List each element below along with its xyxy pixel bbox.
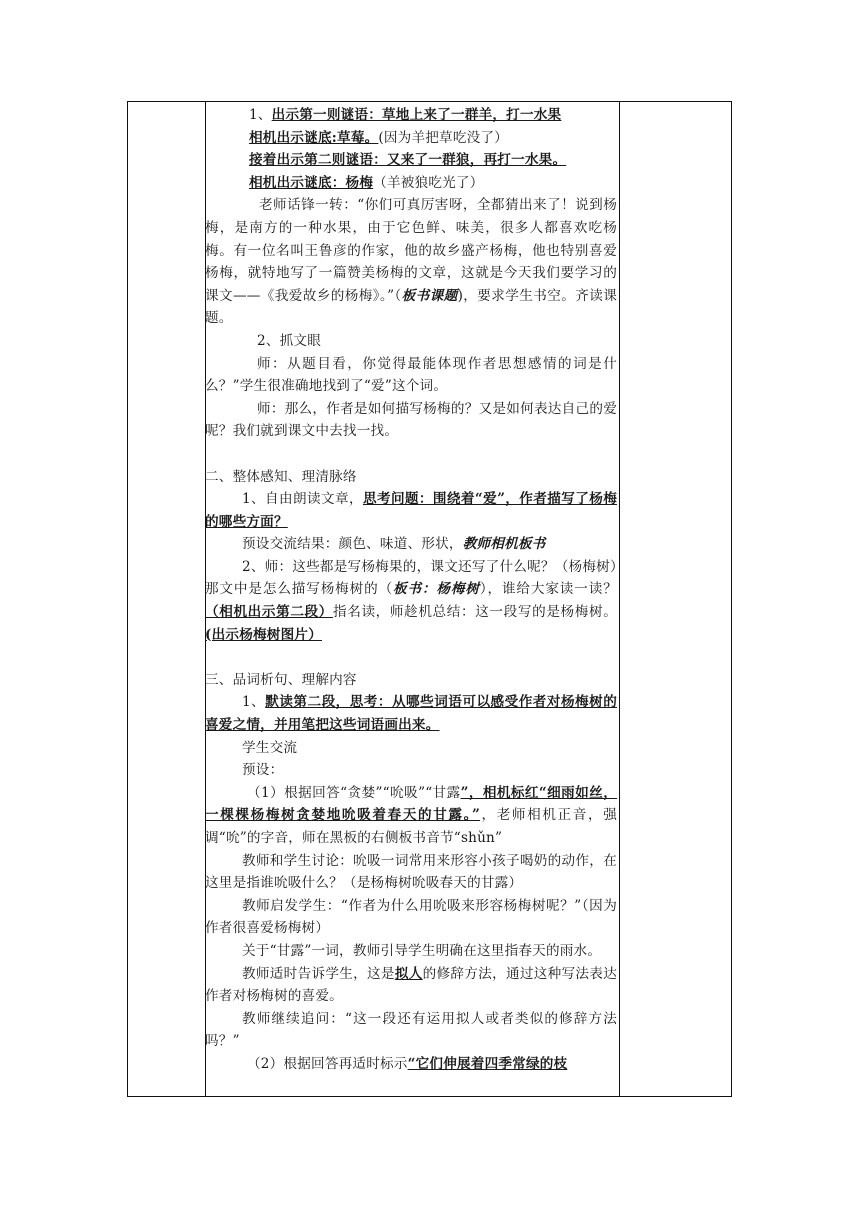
text-segment: ，老师相机正音，强调“吮”的字音，师在黑板的右侧板书音节“shǔn” — [205, 807, 617, 846]
lesson-text-column — [205, 104, 617, 1076]
text-segment: 1、 — [242, 694, 266, 711]
text-segment: 预设交流结果：颜色、味道、形状， — [242, 536, 463, 553]
text-segment: 2、师：这些都是写杨梅果的，课文还写了什么呢？（杨梅树）那文中是怎么描写杨梅树的（ — [205, 558, 617, 598]
text-segment: (出示杨梅树图片） — [205, 626, 322, 643]
answer-one-paragraph — [205, 782, 617, 850]
personification-paragraph — [205, 963, 617, 1008]
text-segment: 教师和学生讨论：吮吸一词常用来形容小孩子喝奶的动作，在这里是指谁吮吸什么？（是杨梅树吮吸春天的甘露） — [205, 852, 617, 892]
text-segment: 教师启发学生：“作者为什么用吮吸来形容杨梅树呢？”（因为作者很喜爱杨梅树） — [205, 897, 617, 937]
text-segment: 板书课题 — [401, 287, 458, 304]
preset-label — [205, 759, 617, 782]
text-segment: （2）根据回答再适时标示 — [247, 1055, 408, 1072]
part-two-heading — [205, 466, 617, 489]
text-segment: （1）根据回答“贪婪”“吮吸”“甘露 — [247, 784, 461, 801]
text-segment: 师：从题目看，你觉得最能体现作者思想感情的词是什么？”学生很准确地找到了“爱”这个词。 — [205, 355, 617, 395]
text-segment: 的修辞方法，通过这种写法表达作者对杨梅树的喜爱。 — [205, 965, 617, 1005]
reading-task-paragraph — [205, 488, 617, 533]
text-segment: 默读第二段，思考：从哪些词语可以感受作者对杨梅树的喜爱之情，并用笔把这些词语画出来。 — [205, 694, 617, 734]
text-segment: 老师话锋一转：“你们可真厉害呀，全都猜出来了！说到杨梅，是南方的一种水果，由于它色鲜、味美，很多人都喜欢吃杨梅。有一位名叫王鲁彦的作家，他的故乡盛产杨梅，他也特别喜爱杨梅，就特地写了一篇赞美杨梅的文章，这就是今天我们要学习的课文——《我爱故乡的杨梅》。”（ — [205, 197, 617, 304]
teacher-question-paragraph — [205, 353, 617, 398]
text-segment: 1、 — [249, 107, 272, 123]
column-divider-right — [619, 102, 620, 1096]
tree-description-paragraph — [205, 556, 617, 646]
text-segment: )，要求学生书空。齐读课题。 — [205, 287, 617, 327]
text-segment: 1、自由朗读文章， — [242, 491, 363, 508]
text-segment: 指名读，师趁机总结：这一段写的是杨梅树。 — [333, 604, 617, 621]
text-segment: ”，相机标红“细雨如丝，一棵棵杨梅树贪婪地吮吸着春天的甘露。” — [205, 784, 617, 824]
text-segment: 相机出示谜底：杨梅 — [249, 174, 374, 191]
text-segment: 接着出示第二则谜语：又来了一群狼，再打一水果。 — [249, 152, 567, 169]
sweet-dew-paragraph — [205, 940, 617, 963]
text-segment: 教师继续追问：“这一段还有运用拟人或者类似的修辞方法吗？” — [205, 1010, 617, 1050]
text-segment: 关于“甘露”一词，教师引导学生明确在这里指春天的雨水。 — [242, 942, 602, 959]
text-segment: （羊被狼吃光了） — [373, 174, 484, 191]
text-segment: 思考问题：围绕着“爱”，作者描写了杨梅的哪些方面？ — [205, 491, 618, 530]
spacer — [205, 443, 617, 466]
spacer — [205, 646, 617, 669]
student-exchange-line — [205, 737, 617, 760]
text-segment: 板书：杨梅树 — [393, 581, 480, 598]
part-three-heading — [205, 669, 617, 692]
text-segment: 预设： — [242, 762, 284, 779]
text-segment: 出示第一则谜语：草地上来了一群羊，打一水果 — [271, 107, 562, 123]
text-segment: 师：那么，作者是如何描写杨梅的？又是如何表达自己的爱呢？我们就到课文中去找一找。 — [205, 400, 617, 440]
silent-reading-task — [205, 691, 617, 736]
riddle-one-line — [205, 104, 617, 127]
text-segment: 拟人 — [394, 965, 423, 982]
teacher-followup-paragraph — [205, 398, 617, 443]
text-segment: 教师相机板书 — [462, 536, 546, 553]
teacher-intro-paragraph — [205, 194, 617, 330]
text-segment: “它们伸展着四季常绿的枝 — [407, 1055, 568, 1072]
text-segment: 学生交流 — [242, 739, 298, 756]
text-segment: 教师适时告诉学生，这是 — [242, 965, 395, 982]
inspiration-paragraph — [205, 895, 617, 940]
text-segment: 三、品词析句、理解内容 — [205, 671, 357, 688]
discussion-paragraph — [205, 850, 617, 895]
riddle-one-answer — [205, 127, 617, 150]
riddle-two-answer — [205, 172, 617, 195]
section-heading-text-eye — [205, 330, 617, 353]
text-segment: 2、抓文眼 — [257, 332, 322, 349]
answer-two-line — [205, 1053, 617, 1076]
riddle-two-line — [205, 149, 617, 172]
follow-up-question-paragraph — [205, 1008, 617, 1053]
text-segment: (因为羊把草吃没了） — [378, 129, 509, 146]
text-segment: 二、整体感知、理清脉络 — [205, 468, 357, 485]
expected-results-line — [205, 533, 617, 556]
text-segment: （相机出示第二段） — [205, 604, 333, 621]
text-segment: 相机出示谜底:草莓。 — [249, 129, 379, 146]
text-segment: ），谁给大家读一读？ — [479, 581, 617, 598]
